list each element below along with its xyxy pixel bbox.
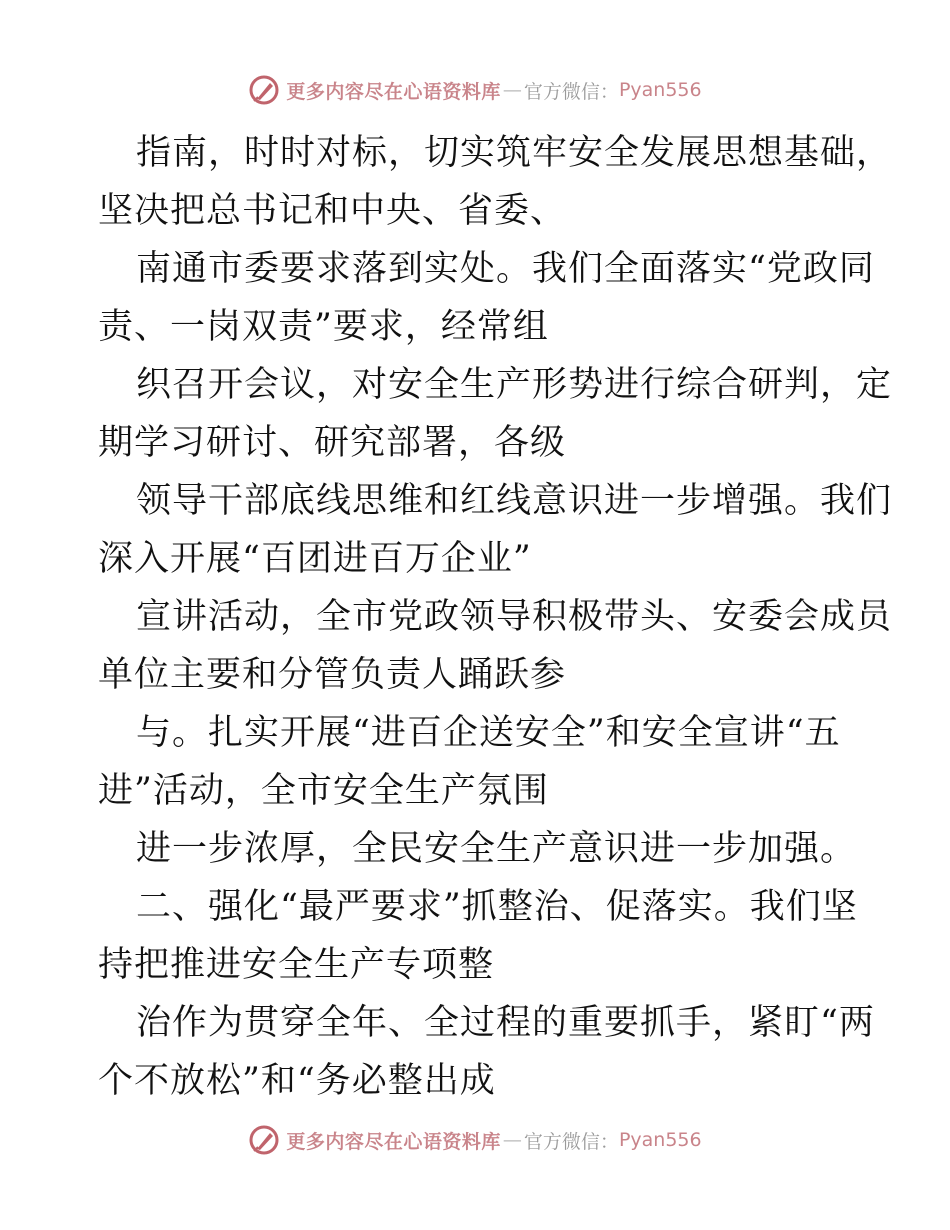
watermark-separator: —	[502, 79, 522, 101]
text-line: 治作为贯穿全年、全过程的重要抓手，紧盯“两	[136, 1003, 875, 1043]
text-line: 二、强化“最严要求”抓整治、促落实。我们坚	[136, 887, 858, 927]
text-line: 期学习研讨、研究部署，各级	[98, 423, 567, 463]
watermark-id: Pyan556	[618, 1129, 702, 1151]
watermark-separator: —	[502, 1129, 522, 1151]
watermark-main-text: 更多内容尽在心语资料库	[286, 1130, 501, 1153]
text-line: 责、一岗双责”要求，经常组	[98, 307, 549, 347]
quill-logo-icon	[248, 1124, 280, 1156]
text-line: 深入开展“百团进百万企业”	[98, 539, 532, 579]
watermark-id: Pyan556	[618, 79, 702, 101]
text-line: 单位主要和分管负责人踊跃参	[98, 655, 567, 695]
text-line: 进”活动，全市安全生产氛围	[98, 771, 549, 811]
header-watermark	[0, 70, 950, 110]
watermark-label: 官方微信：	[523, 80, 619, 103]
document-body	[98, 124, 893, 1110]
footer-watermark	[0, 1120, 950, 1160]
text-line: 坚决把总书记和中央、省委、	[98, 191, 567, 231]
text-line: 指南，时时对标，切实筑牢安全发展思想基础，	[136, 133, 893, 173]
text-line: 南通市委要求落到实处。我们全面落实“党政同	[136, 249, 875, 289]
watermark-label: 官方微信：	[523, 1130, 619, 1153]
text-line: 持把推进安全生产专项整	[98, 945, 495, 985]
text-line: 进一步浓厚，全民安全生产意识进一步加强。	[136, 829, 857, 869]
text-line: 宣讲活动，全市党政领导积极带头、安委会成员	[136, 597, 893, 637]
text-line: 个不放松”和“务必整出成	[98, 1061, 496, 1101]
text-line: 领导干部底线思维和红线意识进一步增强。我们	[136, 481, 893, 521]
quill-logo-icon	[248, 74, 280, 106]
watermark-main-text: 更多内容尽在心语资料库	[286, 80, 501, 103]
text-line: 与。扎实开展“进百企送安全”和安全宣讲“五	[136, 713, 841, 753]
text-line: 织召开会议，对安全生产形势进行综合研判，定	[136, 365, 893, 405]
